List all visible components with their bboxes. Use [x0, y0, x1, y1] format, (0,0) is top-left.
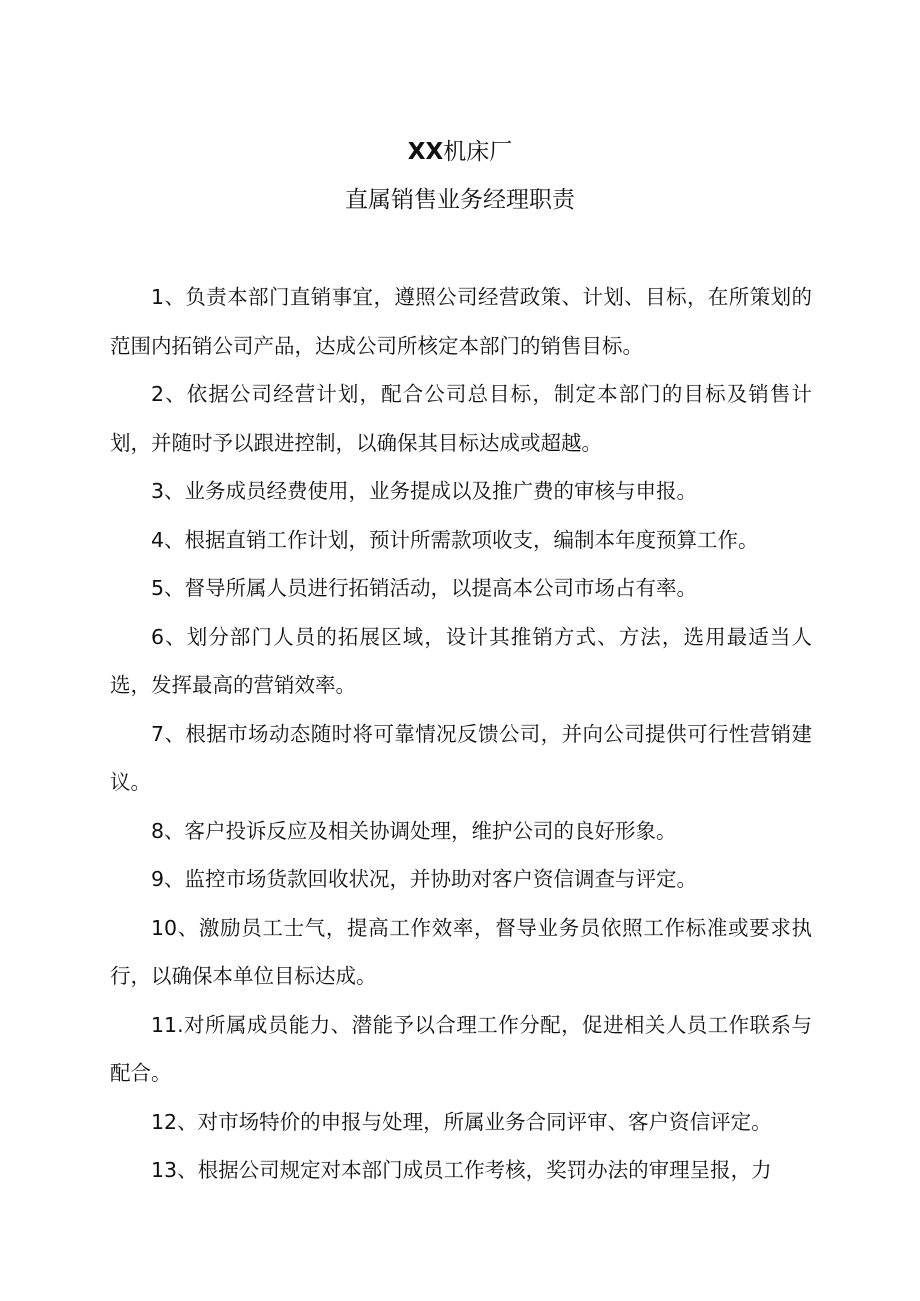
duty-item-10: 10、激励员工士气，提高工作效率，督导业务员依照工作标准或要求执行，以确保本单位目标达成。 — [110, 915, 812, 988]
duty-item-12: 12、对市场特价的申报与处理，所属业务合同评审、客户资信评定。 — [151, 1109, 772, 1134]
document-title: 直属销售业务经理职责 — [345, 187, 575, 213]
duty-item-6: 6、划分部门人员的拓展区域，设计其推销方式、方法，选用最适当人选，发挥最高的营销效率。 — [110, 624, 812, 697]
duty-item-8: 8、客户投诉反应及相关协调处理，维护公司的良好形象。 — [151, 818, 677, 843]
duty-item-7: 7、根据市场动态随时将可靠情况反馈公司，并向公司提供可行性营销建议。 — [110, 721, 812, 794]
company-heading — [0, 137, 920, 167]
duty-item-3: 3、业务成员经费使用，业务提成以及推广费的审核与申报。 — [151, 479, 698, 503]
company-name: 机床厂 — [443, 139, 513, 165]
duty-item-5: 5、督导所属人员进行拓销活动，以提高本公司市场占有率。 — [151, 576, 698, 600]
duty-item-13: 13、根据公司规定对本部门成员工作考核，奖罚办法的审理呈报，力 — [151, 1158, 772, 1182]
duties-list — [110, 273, 812, 1195]
duty-item-2: 2、依据公司经营计划，配合公司总目标，制定本部门的目标及销售计划，并随时予以跟进控制，以确保其目标达成或超越。 — [110, 382, 812, 455]
duty-item-4: 4、根据直销工作计划，预计所需款项收支，编制本年度预算工作。 — [151, 527, 759, 552]
duty-item-9: 9、监控市场货款回收状况，并协助对客户资信调查与评定。 — [151, 867, 698, 891]
duty-item-1: 1、负责本部门直销事宜，遵照公司经营政策、计划、目标，在所策划的范围内拓销公司产品，达成公司所核定本部门的销售目标。 — [110, 285, 812, 358]
duty-item-11: 11.对所属成员能力、潜能予以合理工作分配，促进相关人员工作联系与配合。 — [110, 1012, 812, 1085]
company-code: XX — [407, 139, 444, 165]
